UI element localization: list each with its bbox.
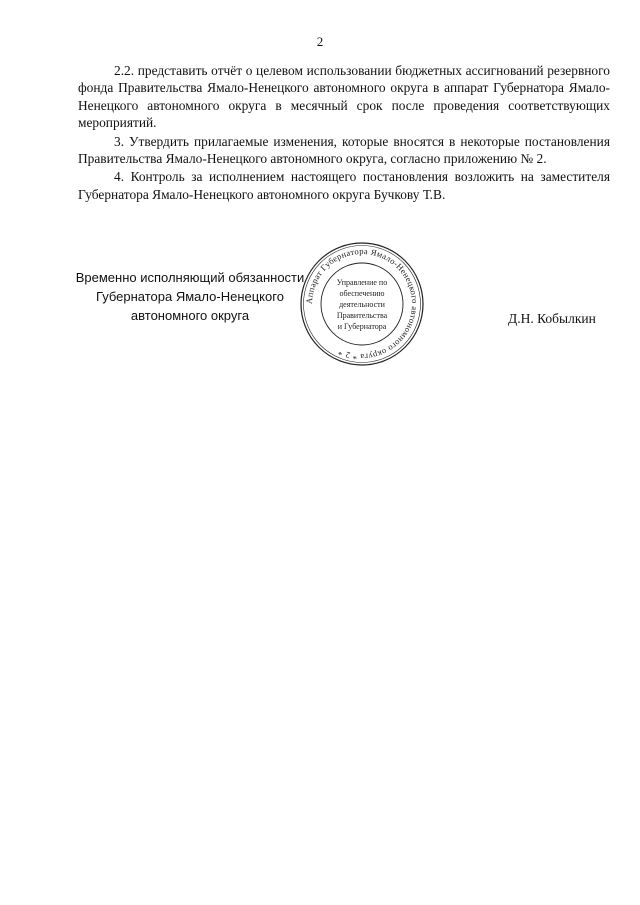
- svg-text:и Губернатора: и Губернатора: [337, 322, 387, 331]
- paragraph-4: 4. Контроль за исполнением настоящего постановления возложить на заместителя Губернатора Ямало-Ненецкого автономного округа Бучкову Т.В.: [78, 169, 610, 202]
- svg-text:Управление по: Управление по: [336, 278, 388, 287]
- position-line: автономного округа: [130, 308, 250, 323]
- signatory-position: [70, 268, 310, 325]
- svg-text:Аппарат Губернатора Ямало-Нене: Аппарат Губернатора Ямало-Ненецкого автономного округа * 2 *: [303, 245, 421, 363]
- page-number: 2: [316, 34, 324, 49]
- position-line: Губернатора Ямало-Ненецкого: [96, 289, 284, 304]
- svg-text:Правительства: Правительства: [336, 311, 388, 320]
- paragraph-2-2: 2.2. представить отчёт о целевом использовании бюджетных ассигнований резервного фонда Правительства Ямало-Ненецкого автономного округа в аппарат Губернатора Ямало-Ненецкого автономного округа в месячный срок после проведения соответствующих мероприятий.: [78, 63, 610, 131]
- official-seal: [298, 240, 426, 368]
- position-line: Временно исполняющий обязанности: [75, 270, 305, 285]
- svg-text:деятельности: деятельности: [339, 300, 385, 309]
- signatory-name: Д.Н. Кобылкин: [508, 311, 596, 326]
- document-body: [78, 62, 610, 204]
- svg-text:обеспечению: обеспечению: [339, 289, 385, 298]
- paragraph-3: 3. Утвердить прилагаемые изменения, которые вносятся в некоторые постановления Правительства Ямало-Ненецкого автономного округа, согласно приложению № 2.: [78, 133, 610, 167]
